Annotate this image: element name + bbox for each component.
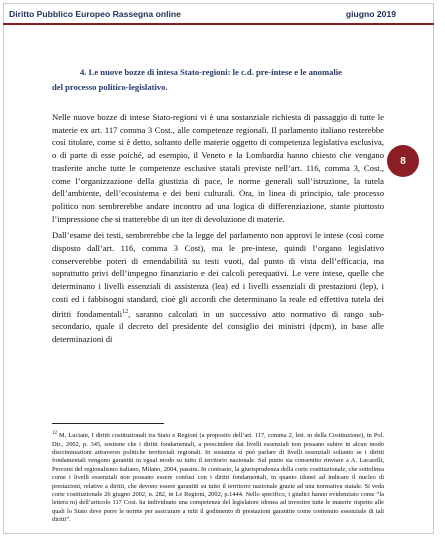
header-divider bbox=[3, 23, 434, 25]
body-text bbox=[52, 111, 384, 351]
footnote bbox=[52, 430, 384, 525]
page-number-badge: 8 bbox=[387, 145, 419, 177]
paragraph-2-text: Dall’esame dei testi, sembrerebbe che la legge del parlamento non approvi le intese (così come disposto dall’art. 116, comma 3 Cost), ma le pre-intese, quindi l’organo legislativo conserverebbe poteri di emendabilità su testi vuoti, dal punto di vista dell’efficacia, ma soprattutto privi dell’impegno finanziario e dei calcoli perequativi. Le vere intese, quelle che determinano i livelli essenziali di assistenza (lea) ed i livelli essenziali di prestazioni (lep), i costi ed i fabbisogni standard, cioè gli accordi che determinano la reale ed effettiva tutela dei diritti fondamentali bbox=[52, 230, 384, 319]
paragraph-2-continuation: , saranno calcolati in un successivo atto normativo di rango sub-secondario, quale il decreto del presidente del consiglio dei ministri (dpcm), in base alle determinazioni di bbox=[52, 308, 384, 344]
footnote-divider bbox=[52, 423, 164, 424]
section-heading bbox=[52, 65, 384, 95]
paragraph-1: Nelle nuove bozze di intese Stato-regioni vi è una sostanziale richiesta di passaggio di tutte le materie ex art. 117 comma 3 Cost., alle competenze regionali. Il parlamento italiano resterebbe così titolare, come si è detto, soltanto delle materie oggetto di competenza legislativa esclusiva, o di parte di esse poiché, ad esempio, il Veneto e la Lombardia hanno chiesto che vengano trasferite anche tutte le competenze esclusive statali previste nell’art. 116, comma 3, Cost., come l’organizzazione della giustizia di pace, le norme generali sull’istruzione, la tutela dell’ambiente, dell’ecosistema e dei beni culturali. Ora, in linea di principio, tale processo politico non sembrerebbe andare incontro ad una logica di differenziazione, stante piuttosto l’impressione che si tratterebbe di un iter di devoluzione di materie. bbox=[52, 112, 384, 224]
issue-date: giugno 2019 bbox=[345, 9, 396, 19]
footnote-reference[interactable]: 12 bbox=[122, 308, 129, 315]
journal-header bbox=[3, 3, 434, 23]
footnote-text: M. Luciani, I diritti costituzionali tra Stato e Regioni (a proposito dell’art. 117, comma 2, lett. m della Costituzione), in Pol. Dir., 2002, p. 345, sostiene che i diritti fondamentali, a prescindere dai livelli essenziali non possano subire in alcun modo discriminazioni attraverso politiche territoriali regionali. In sostanza si può parlare di livelli essenziali soltanto se i diritti fondamentali vengono garantiti in egual modo su tutto il territorio nazionale. Sul punto sia consentito rinviare a A. Lucarelli, Percorsi del regionalismo italiano, Milano, 2004, passim. In contrasto, la giurisprudenza della corte costituzionale, che sottolinea come i livelli essenziali non possano essere confusi con i diritti fondamentali, in quanto idonei ad indicare il nucleo di prestazioni, relative a diritti, che devono essere garantiti su tutto il territorio nazionale grazie ad una normativa statale. Si veda corte costituzionale 26 giugno 2002, n. 282, in Le Regioni, 2002, p.1444. Nello specifico, i giudici hanno evidenziato come “la lettera m) dell’articolo 117 Cost. ha individuato una competenza del legislatore idonea ad investire tutte le materie rispetto alle quali lo Stato deve porre le norme per assicurare a tutti il godimento di prestazioni garantite come contenuto essenziale di tali diritti”. bbox=[52, 432, 384, 524]
paragraph-2 bbox=[52, 229, 384, 345]
footnote-number: 12 bbox=[52, 431, 57, 436]
journal-title: Diritto Pubblico Europeo Rassegna online bbox=[9, 9, 181, 19]
section-heading-line-1: 4. Le nuove bozze di intesa Stato-regioni: le c.d. pre-intese e le anomalie bbox=[80, 67, 342, 77]
section-heading-line-2: del processo politico-legislativo. bbox=[52, 82, 168, 92]
